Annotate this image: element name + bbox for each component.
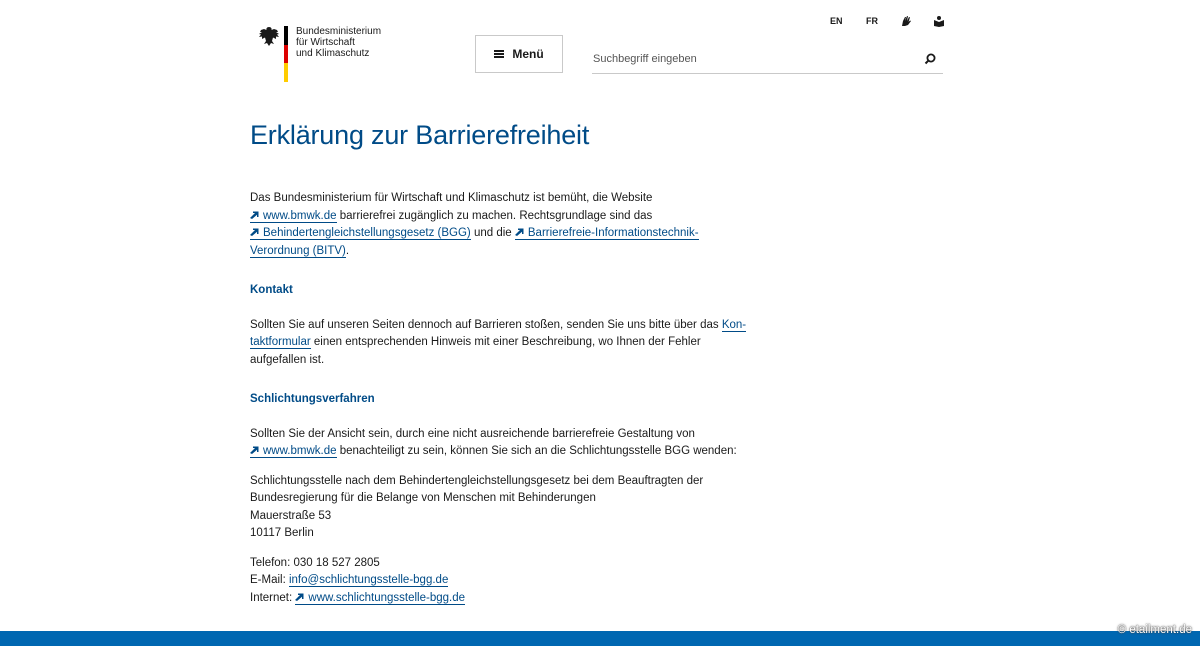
schlichtung-heading: Schlichtungsverfahren <box>250 393 375 405</box>
internet-label: Internet: <box>250 591 296 604</box>
external-link-arrow-icon <box>250 446 259 454</box>
email-label: E-Mail: <box>250 574 289 586</box>
bgg-link[interactable]: Behindertengleichstellungsgesetz (BGG) <box>250 227 471 240</box>
ministry-logo[interactable] <box>256 24 382 59</box>
ministry-name-line2: für Wirtschaft <box>296 37 355 48</box>
bmwk-link[interactable]: www.bmwk.de <box>250 210 337 223</box>
intro-text-3: und die <box>470 227 515 239</box>
sign-language-icon[interactable] <box>900 15 912 27</box>
bitv-link-part1[interactable]: Barrierefreie-Informationstechnik- <box>515 227 699 240</box>
kontakt-text-2: einen entsprechenden Hinweis mit einer Beschreibung, wo Ihnen der Fehler <box>310 336 701 348</box>
watermark: © etailment.de <box>1117 624 1192 636</box>
search-bar <box>592 44 943 74</box>
contact-form-link-part1[interactable]: Kon- <box>721 318 747 331</box>
address-line-2: Bundesregierung für die Belange von Menschen mit Behinderungen <box>250 492 596 504</box>
contact-block <box>250 555 750 608</box>
intro-text-1: Das Bundesministerium für Wirtschaft und Klimaschutz ist bemüht, die Website <box>250 192 653 204</box>
schlichtung-text-1: Sollten Sie der Ansicht sein, durch eine nicht ausreichende barrierefreie Gestaltung von <box>250 427 695 440</box>
hamburger-icon <box>494 50 504 58</box>
kontakt-text-1: Sollten Sie auf unseren Seiten dennoch auf Barrieren stoßen, senden Sie uns bitte über das <box>250 318 722 331</box>
ministry-name <box>296 26 406 59</box>
external-link-arrow-icon <box>295 593 304 601</box>
phone-text: Telefon: 030 18 527 2805 <box>250 556 380 569</box>
bmwk-link-2[interactable]: www.bmwk.de <box>250 445 337 458</box>
kontakt-heading: Kontakt <box>250 284 293 296</box>
external-link-arrow-icon <box>250 211 259 219</box>
search-input[interactable] <box>592 46 923 72</box>
main-content <box>250 115 750 607</box>
intro-paragraph <box>250 190 750 260</box>
menu-label: Menü <box>512 47 544 61</box>
page-title: Erklärung zur Barrierefreiheit <box>250 120 590 150</box>
schlichtungsstelle-link[interactable]: www.schlichtungsstelle-bgg.de <box>295 592 465 605</box>
ministry-name-line3: und Klimaschutz <box>296 48 370 59</box>
flag-stripe <box>284 26 288 82</box>
menu-button[interactable] <box>475 35 563 73</box>
search-icon[interactable] <box>923 52 937 66</box>
bitv-link-part2[interactable]: Verordnung (BITV) <box>250 244 346 257</box>
address-street: Mauerstraße 53 <box>250 509 332 522</box>
email-link[interactable]: info@schlichtungsstelle-bgg.de <box>288 574 449 586</box>
intro-text-2: barrierefrei zugänglich zu machen. Rechtsgrundlage sind das <box>336 209 653 222</box>
external-link-arrow-icon <box>250 228 259 236</box>
schlichtung-paragraph <box>250 426 750 461</box>
schlichtung-text-2: benachteiligt zu sein, können Sie sich an die Schlichtungsstelle BGG wenden: <box>336 445 737 457</box>
kontakt-paragraph <box>250 317 750 370</box>
language-en-link[interactable]: EN <box>830 16 843 26</box>
easy-language-icon[interactable] <box>933 15 945 27</box>
footer-bar <box>0 631 1200 646</box>
contact-form-link-part2[interactable]: taktformular <box>250 336 311 348</box>
kontakt-text-3: aufgefallen ist. <box>250 353 325 366</box>
address-city: 10117 Berlin <box>250 527 314 539</box>
ministry-name-line1: Bundesministerium <box>296 26 382 37</box>
language-fr-link[interactable]: FR <box>866 16 878 26</box>
site-header <box>0 0 1200 100</box>
external-link-arrow-icon <box>515 228 524 236</box>
address-block <box>250 473 750 543</box>
address-line-1: Schlichtungsstelle nach dem Behindertengleichstellungsgesetz bei dem Beauftragten der <box>250 474 704 487</box>
intro-text-4: . <box>345 244 350 257</box>
federal-eagle-icon <box>256 24 282 50</box>
